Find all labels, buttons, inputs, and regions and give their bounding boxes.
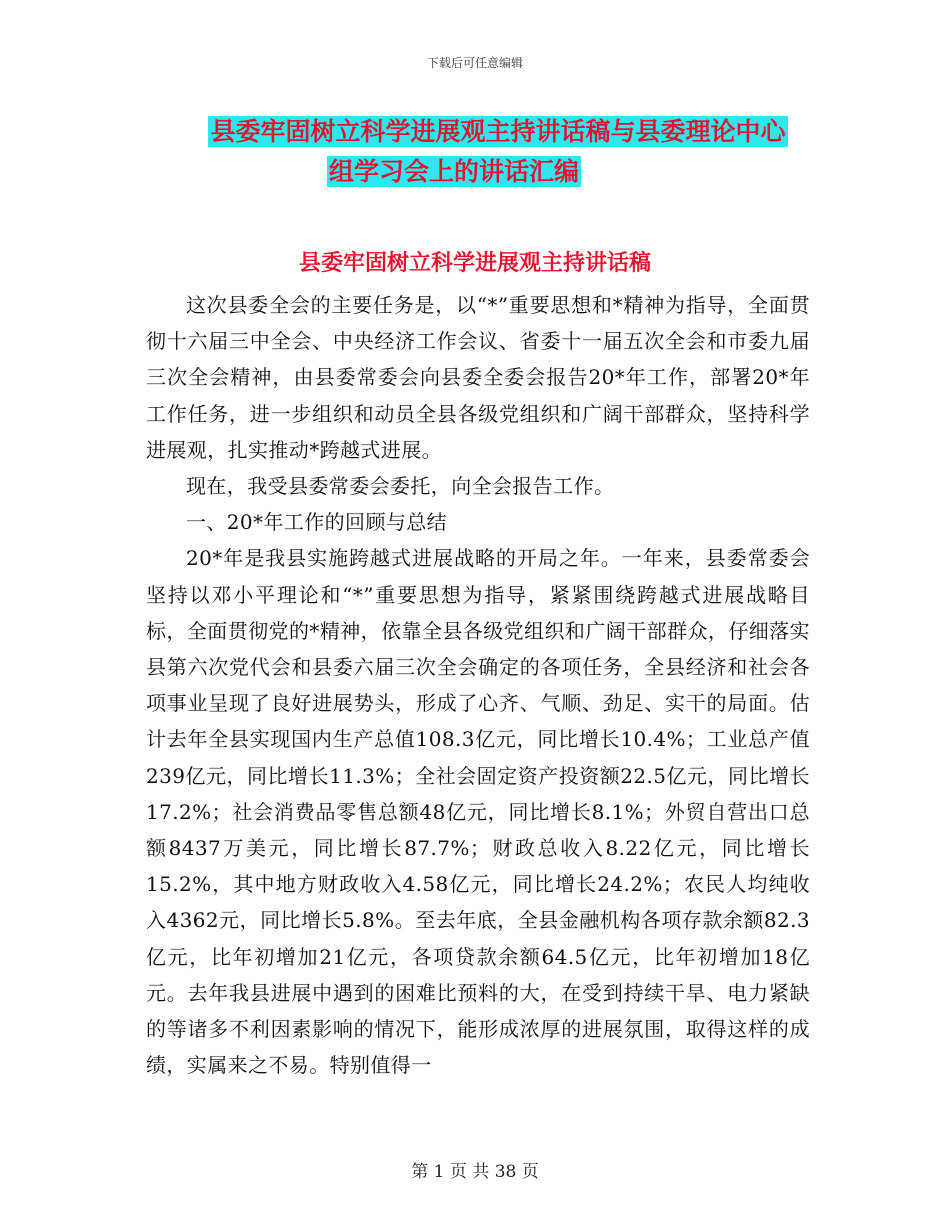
document-title-line-1	[46, 112, 950, 152]
section-title: 县委牢固树立科学进展观主持讲话稿	[298, 250, 651, 276]
page-header-note: 下载后可任意编辑	[426, 56, 523, 70]
title-line-1-text: 县委牢固树立科学进展观主持讲话稿与县委理论中心	[210, 117, 786, 146]
paragraph-review: 20*年是我县实施跨越式进展战略的开局之年。一年来，县委常委会坚持以邓小平理论和“*”重要思想为指导，紧紧围绕跨越式进展战略目标，全面贯彻党的*精神，依靠全县各级党组织和广阔干部群众，仔细落实县第六次党代会和县委六届三次全会确定的各项任务，全县经济和社会各项事业呈现了良好进展势头，形成了心齐、气顺、劲足、实干的局面。估计去年全县实现国内生产总值108.3亿元，同比增长10.4%；工业总产值239亿元，同比增长11.3%；全社会固定资产投资额22.5亿元，同比增长17.2%；社会消费品零售总额48亿元，同比增长8.1%；外贸自营出口总额8437万美元，同比增长87.7%；财政总收入8.22亿元，同比增长15.2%，其中地方财政收入4.58亿元，同比增长24.2%；农民人均纯收入4362元，同比增长5.8%。至去年底，全县金融机构各项存款余额82.3亿元，比年初增加21亿元，各项贷款余额64.5亿元，比年初增加18亿元。去年我县进展中遇到的困难比预料的大，在受到持续干旱、电力紧缺的等诸多不利因素影响的情况下，能形成浓厚的进展氛围，取得这样的成绩，实属来之不易。特别值得一	[146, 546, 810, 1078]
body-text	[146, 287, 810, 1083]
title-line-2-text: 组学习会上的讲话汇编	[328, 157, 579, 186]
paragraph-heading-review: 一、20*年工作的回顾与总结	[186, 510, 448, 535]
document-title	[0, 112, 950, 192]
document-title-line-2	[0, 152, 950, 192]
paragraph-report: 现在，我受县委常委会委托，向全会报告工作。	[186, 474, 615, 499]
paragraph-intro: 这次县委全会的主要任务是，以“*”重要思想和*精神为指导，全面贯彻十六届三中全会、中央经济工作会议、省委十一届五次全会和市委九届三次全会精神，由县委常委会向县委全委会报告20*年工作，部署20*年工作任务，进一步组织和动员全县各级党组织和广阔干部群众，坚持科学进展观，扎实推动*跨越式进展。	[146, 293, 810, 462]
page-footer: 第 1 页 共 38 页	[411, 1162, 539, 1182]
